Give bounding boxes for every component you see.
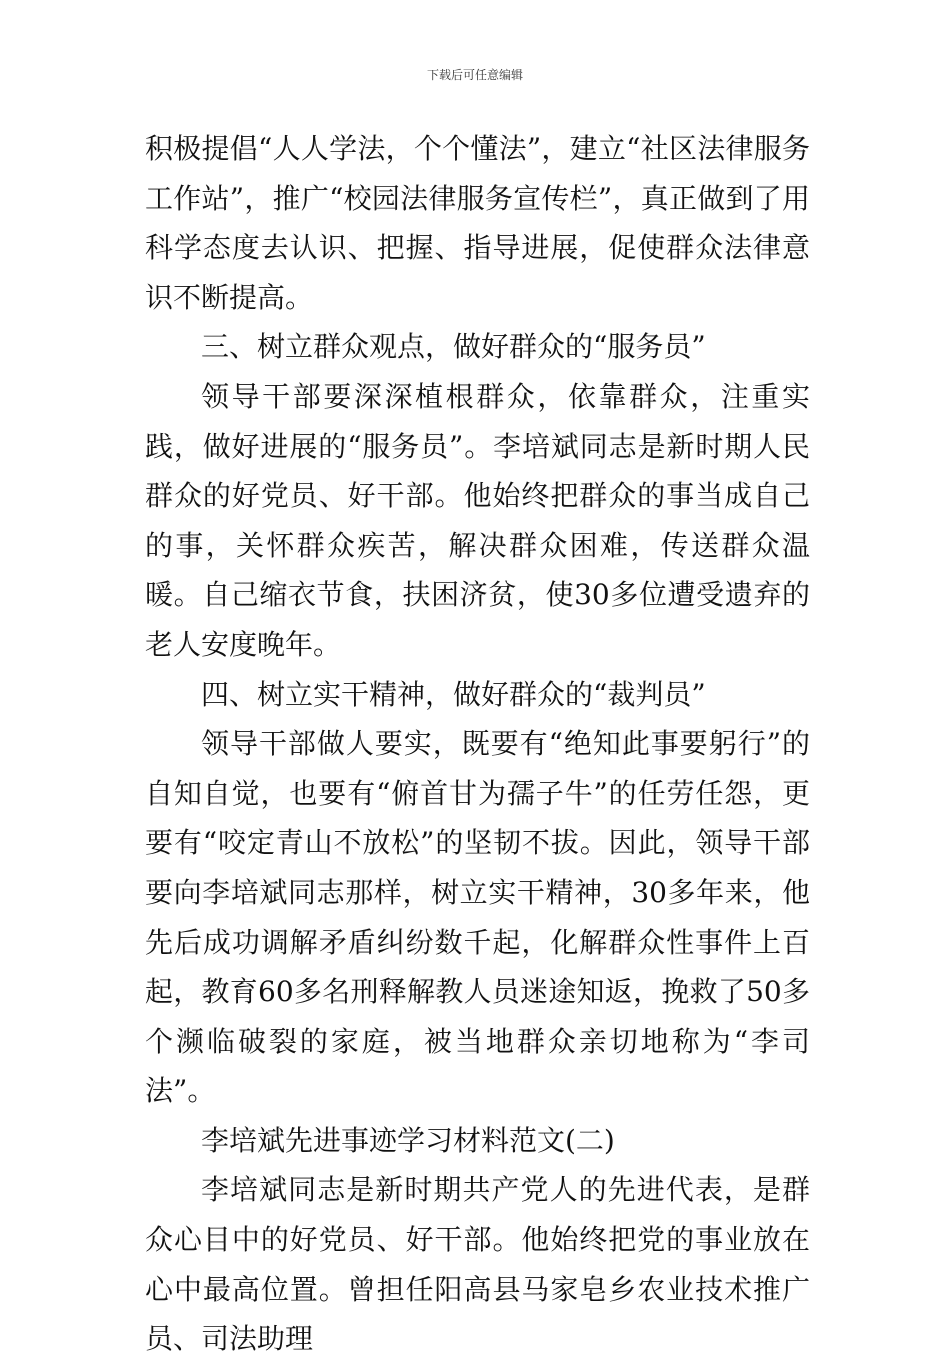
section-heading-three: 三、树立群众观点，做好群众的“服务员” <box>201 330 706 364</box>
article-title-two: 李培斌先进事迹学习材料范文(二) <box>201 1123 615 1157</box>
paragraph-introduction: 李培斌同志是新时期共产党人的先进代表，是群众心目中的好党员、好干部。他始终把党的事业放在心中最高位置。曾担任阳高县马家皂乡农业技术推广员、司法助理 <box>145 1173 810 1356</box>
section-heading-four: 四、树立实干精神，做好群众的“裁判员” <box>201 677 706 711</box>
paragraph-practical-spirit: 领导干部做人要实，既要有“绝知此事要躬行”的自知自觉，也要有“俯首甘为孺子牛”的任劳任怨，更要有“咬定青山不放松”的坚韧不拔。因此，领导干部要向李培斌同志那样，树立实干精神，30多年来，他先后成功调解矛盾纠纷数千起，化解群众性事件上百起，教育60多名刑释解教人员迷途知返，挽救了50多个濒临破裂的家庭，被当地群众亲切地称为“李司法”。 <box>145 727 810 1108</box>
paragraph-service: 领导干部要深深植根群众，依靠群众，注重实践，做好进展的“服务员”。李培斌同志是新时期人民群众的好党员、好干部。他始终把群众的事当成自己的事，关怀群众疾苦，解决群众困难，传送群众温暖。自己缩衣节食，扶困济贫，使30多位遭受遗弃的老人安度晚年。 <box>145 379 810 661</box>
document-body <box>145 124 810 1364</box>
page-header: 下载后可任意编辑 <box>426 68 523 82</box>
paragraph-continuation: 积极提倡“人人学法，个个懂法”，建立“社区法律服务工作站”，推广“校园法律服务宣传栏”，真正做到了用科学态度去认识、把握、指导进展，促使群众法律意识不断提高。 <box>145 132 810 314</box>
